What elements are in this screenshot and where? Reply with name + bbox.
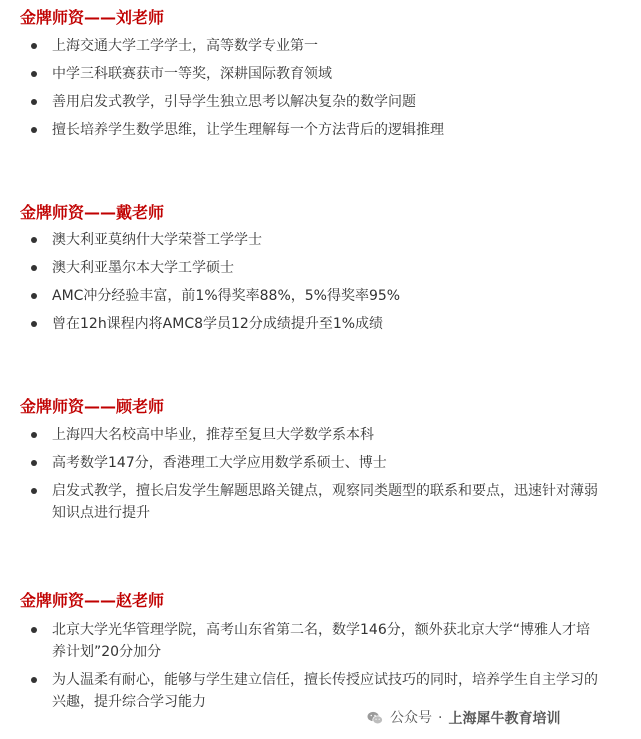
list-item	[0, 313, 641, 335]
list-item-text: 启发式教学，擅长启发学生解题思路关键点，观察同类题型的联系和要点，迅速针对薄弱知识点进行提升	[52, 483, 598, 521]
list-item	[0, 452, 641, 474]
teacher-title: 金牌师资——赵老师	[20, 591, 165, 610]
bullet-dot-icon	[31, 293, 37, 299]
teacher-points	[0, 424, 641, 530]
list-item-text: 为人温柔有耐心，能够与学生建立信任，擅长传授应试技巧的同时，培养学生自主学习的兴趣，提升综合学习能力	[52, 672, 598, 710]
list-item	[0, 35, 641, 57]
list-item	[0, 257, 641, 279]
bullet-dot-icon	[31, 237, 37, 243]
bullet-dot-icon	[31, 321, 37, 327]
footer-separator: ·	[438, 710, 443, 726]
footer-account-name: 上海犀牛教育培训	[448, 711, 561, 727]
bullet-dot-icon	[31, 71, 37, 77]
list-item	[0, 619, 641, 663]
list-item-text: 北京大学光华管理学院，高考山东省第二名，数学146分，额外获北京大学“博雅人才培养计划”20分加分	[52, 622, 590, 660]
bullet-dot-icon	[31, 488, 37, 494]
list-item	[0, 229, 641, 251]
list-item-text: 中学三科联赛获市一等奖，深耕国际教育领域	[52, 66, 332, 82]
bullet-dot-icon	[31, 677, 37, 683]
bullet-dot-icon	[31, 127, 37, 133]
list-item-text: AMC冲分经验丰富，前1%得奖率88%，5%得奖率95%	[52, 288, 401, 304]
list-item-text: 澳大利亚莫纳什大学荣誉工学学士	[52, 232, 262, 248]
bullet-dot-icon	[31, 265, 37, 271]
list-item-text: 高考数学147分，香港理工大学应用数学系硕士、博士	[52, 455, 387, 471]
list-item	[0, 119, 641, 141]
list-item	[0, 91, 641, 113]
teacher-title: 金牌师资——刘老师	[20, 8, 165, 27]
bullet-dot-icon	[31, 627, 37, 633]
teacher-title: 金牌师资——戴老师	[20, 203, 165, 222]
wechat-account-watermark	[366, 706, 560, 730]
bullet-dot-icon	[31, 43, 37, 49]
list-item-text: 上海交通大学工学学士，高等数学专业第一	[52, 38, 318, 54]
list-item	[0, 285, 641, 307]
list-item	[0, 480, 641, 524]
list-item-text: 善用启发式教学，引导学生独立思考以解决复杂的数学问题	[52, 94, 416, 110]
bullet-dot-icon	[31, 460, 37, 466]
footer-label: 公众号	[390, 710, 432, 726]
list-item	[0, 424, 641, 446]
wechat-icon	[366, 709, 384, 727]
list-item-text: 曾在12h课程内将AMC8学员12分成绩提升至1%成绩	[52, 316, 384, 332]
teacher-points	[0, 35, 641, 147]
list-item	[0, 63, 641, 85]
list-item-text: 澳大利亚墨尔本大学工学硕士	[52, 260, 234, 276]
teacher-title: 金牌师资——顾老师	[20, 397, 165, 416]
bullet-dot-icon	[31, 432, 37, 438]
bullet-dot-icon	[31, 99, 37, 105]
list-item-text: 上海四大名校高中毕业，推荐至复旦大学数学系本科	[52, 427, 374, 443]
teacher-points	[0, 229, 641, 341]
list-item-text: 擅长培养学生数学思维，让学生理解每一个方法背后的逻辑推理	[52, 122, 444, 138]
teacher-points	[0, 619, 641, 719]
